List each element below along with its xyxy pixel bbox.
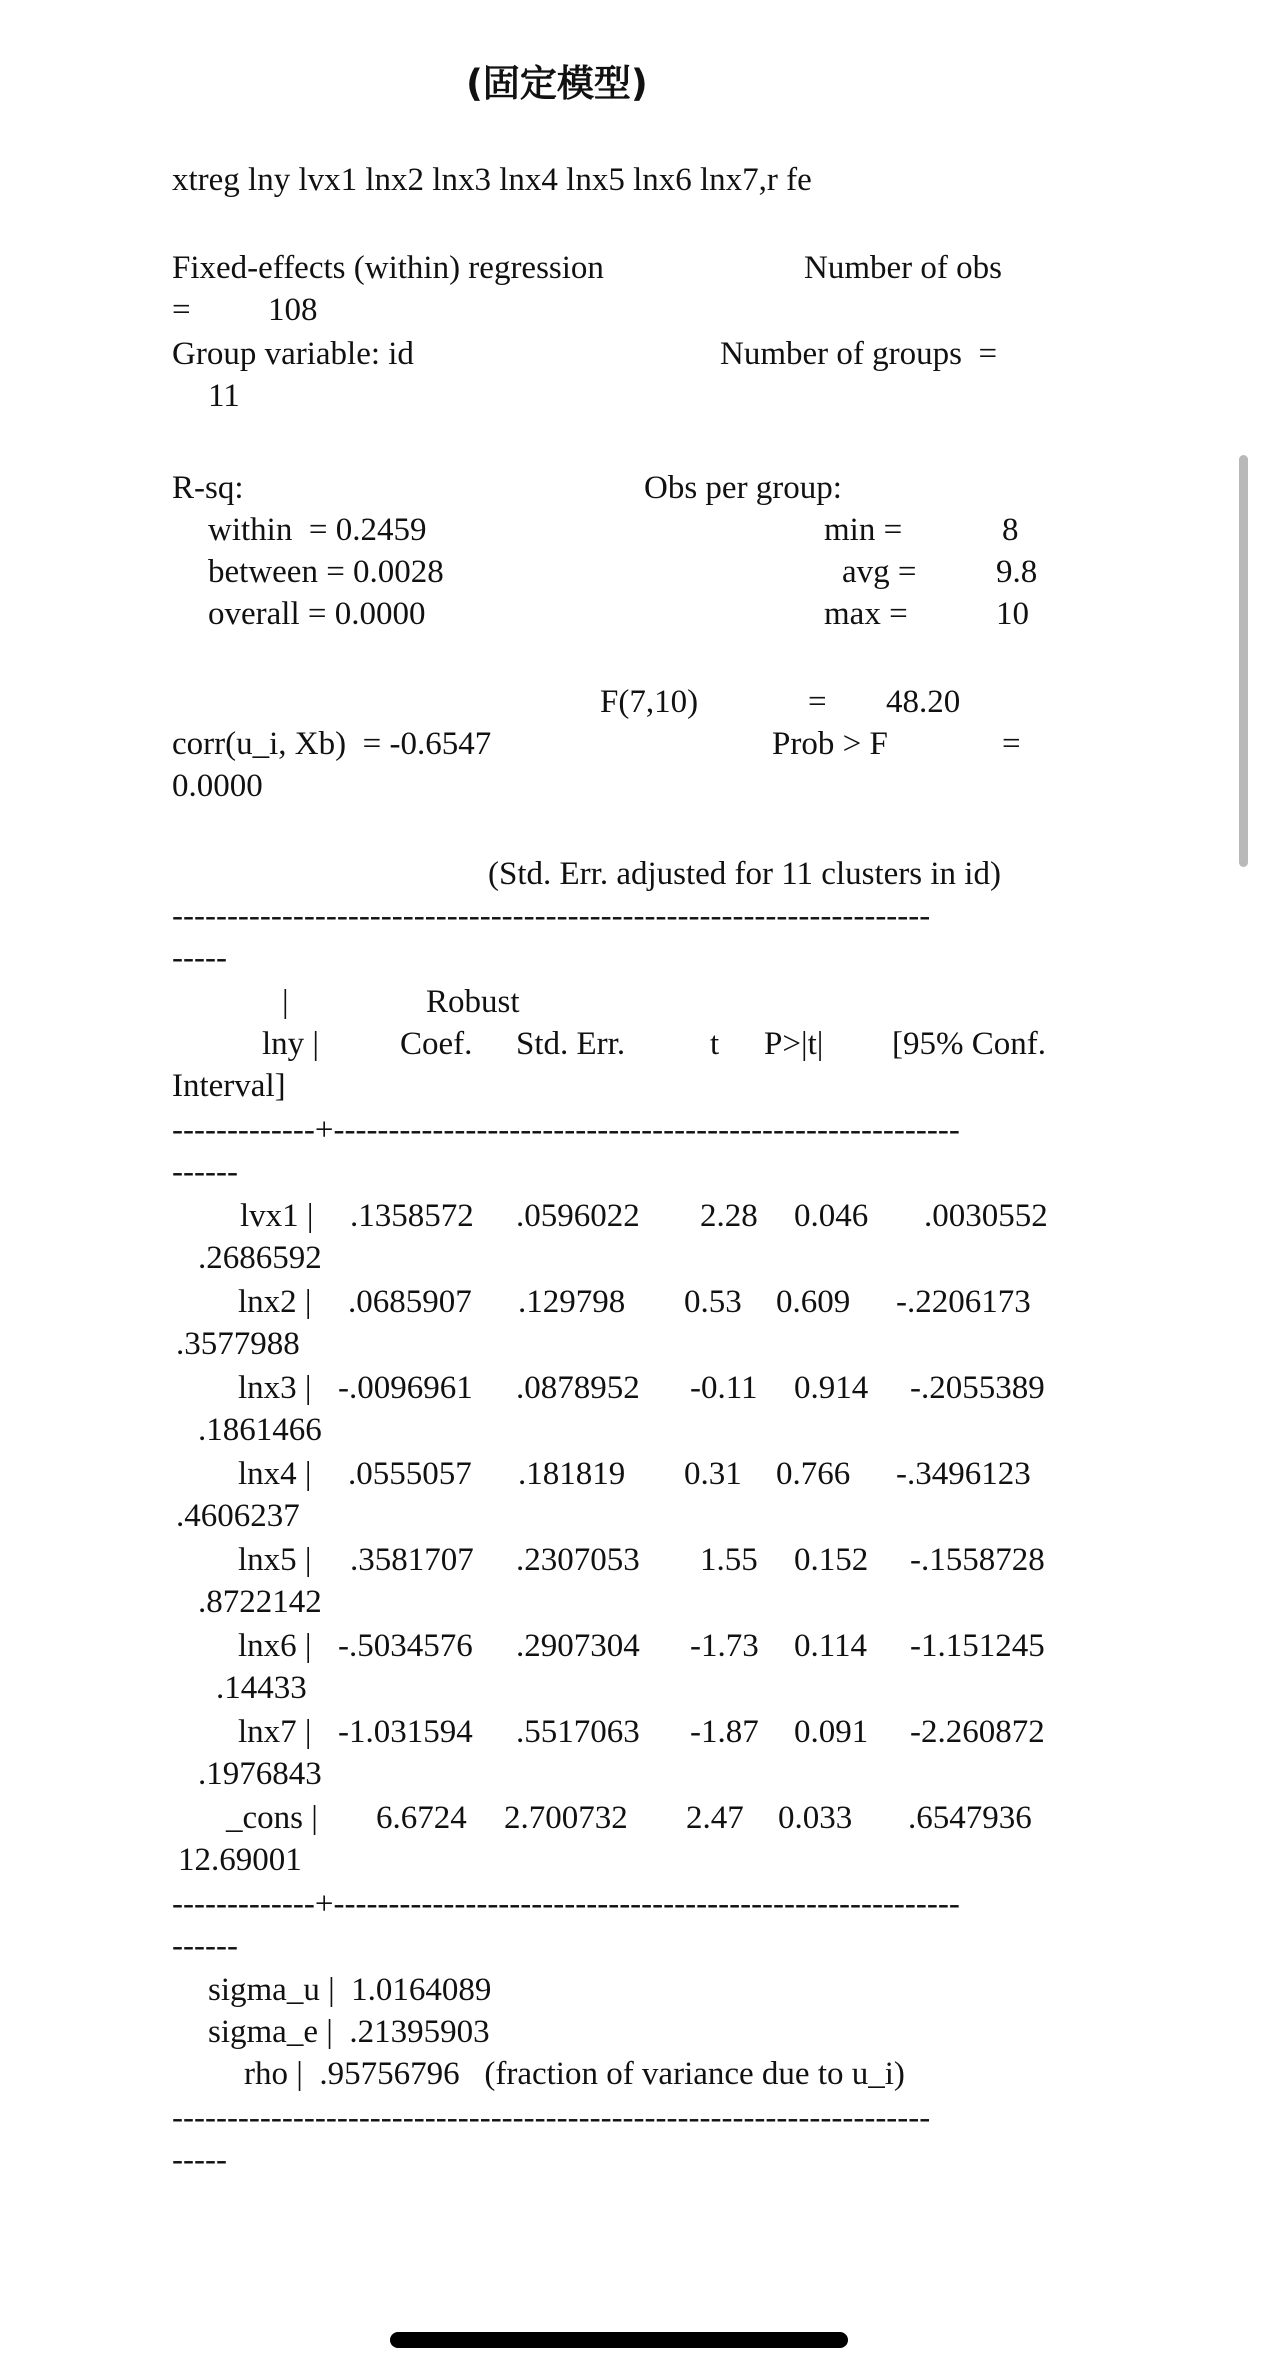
rsq-between: between = 0.0028 [208, 554, 444, 590]
header-coef: Coef. [400, 1026, 473, 1062]
group-variable: Group variable: id [172, 336, 414, 372]
row-se: .129798 [518, 1284, 626, 1320]
row-p: 0.046 [794, 1198, 869, 1234]
row-se: 2.700732 [504, 1800, 628, 1836]
max-label: max = [824, 596, 908, 632]
row-t: 0.31 [684, 1456, 742, 1492]
prob-f-label: Prob > F [772, 726, 888, 762]
header-depvar: lny | [262, 1026, 320, 1062]
f-stat-equals: = [808, 684, 827, 720]
row-ci-low: -.3496123 [896, 1456, 1031, 1492]
header-stderr: Std. Err. [516, 1026, 626, 1062]
row-t: -0.11 [690, 1370, 758, 1406]
row-ci-low: -1.151245 [910, 1628, 1045, 1664]
ngroups-value: 11 [208, 378, 240, 414]
prob-f-value: 0.0000 [172, 768, 263, 804]
obs-per-group-label: Obs per group: [644, 470, 842, 506]
divider-rule: --------------------------------------------------------------------- [172, 898, 931, 934]
corr-ui-xb: corr(u_i, Xb) = -0.6547 [172, 726, 492, 762]
header-bar: | [282, 984, 289, 1020]
row-p: 0.609 [776, 1284, 851, 1320]
row-coef: -1.031594 [338, 1714, 473, 1750]
row-ci-high: .3577988 [176, 1326, 300, 1362]
min-label: min = [824, 512, 903, 548]
row-var: lnx6 | [238, 1628, 312, 1664]
model-type: Fixed-effects (within) regression [172, 250, 604, 286]
avg-label: avg = [842, 554, 917, 590]
sigma-e: sigma_e | .21395903 [208, 2014, 490, 2050]
row-t: 1.55 [700, 1542, 758, 1578]
row-ci-low: -2.260872 [910, 1714, 1045, 1750]
header-p: P>|t| [764, 1026, 824, 1062]
row-ci-high: 12.69001 [178, 1842, 302, 1878]
rsq-overall: overall = 0.0000 [208, 596, 426, 632]
divider-cross-tail: ------ [172, 1154, 238, 1190]
row-t: -1.87 [690, 1714, 759, 1750]
row-t: 2.28 [700, 1198, 758, 1234]
avg-value: 9.8 [996, 554, 1038, 590]
row-p: 0.152 [794, 1542, 869, 1578]
rsq-within: within = 0.2459 [208, 512, 427, 548]
ngroups-label: Number of groups = [720, 336, 998, 372]
row-se: .181819 [518, 1456, 626, 1492]
row-ci-high: .14433 [216, 1670, 307, 1706]
nobs-label: Number of obs [804, 250, 1002, 286]
row-var: lnx4 | [238, 1456, 312, 1492]
vertical-scrollbar[interactable] [1239, 455, 1248, 867]
row-coef: 6.6724 [376, 1800, 467, 1836]
row-coef: .0685907 [348, 1284, 472, 1320]
row-t: 0.53 [684, 1284, 742, 1320]
row-ci-high: .1861466 [198, 1412, 322, 1448]
row-var: lvx1 | [240, 1198, 314, 1234]
divider-rule-tail: ----- [172, 940, 227, 976]
header-ci: [95% Conf. [892, 1026, 1046, 1062]
divider-cross: -------------+--------------------------------------------------------- [172, 1886, 960, 1922]
row-coef: .1358572 [350, 1198, 474, 1234]
row-ci-high: .4606237 [176, 1498, 300, 1534]
stata-command: xtreg lny lvx1 lnx2 lnx3 lnx4 lnx5 lnx6 lnx7,r fe [172, 162, 812, 198]
f-stat-value: 48.20 [886, 684, 961, 720]
row-se: .2307053 [516, 1542, 640, 1578]
row-t: -1.73 [690, 1628, 759, 1664]
row-p: 0.114 [794, 1628, 868, 1664]
divider-rule-tail: ----- [172, 2142, 227, 2178]
row-ci-low: -.2055389 [910, 1370, 1045, 1406]
sigma-u: sigma_u | 1.0164089 [208, 1972, 492, 2008]
row-var: _cons | [226, 1800, 318, 1836]
row-var: lnx7 | [238, 1714, 312, 1750]
max-value: 10 [996, 596, 1029, 632]
row-t: 2.47 [686, 1800, 744, 1836]
row-ci-high: .2686592 [198, 1240, 322, 1276]
row-ci-low: -.1558728 [910, 1542, 1045, 1578]
home-indicator[interactable] [390, 2332, 848, 2348]
row-se: .0878952 [516, 1370, 640, 1406]
prob-f-equals: = [1002, 726, 1021, 762]
header-robust: Robust [426, 984, 520, 1020]
row-p: 0.766 [776, 1456, 851, 1492]
page-title: (固定模型) [466, 62, 648, 105]
row-coef: -.5034576 [338, 1628, 473, 1664]
row-ci-low: .6547936 [908, 1800, 1032, 1836]
stderr-note: (Std. Err. adjusted for 11 clusters in id) [488, 856, 1001, 892]
divider-cross-tail: ------ [172, 1928, 238, 1964]
row-p: 0.091 [794, 1714, 869, 1750]
divider-cross: -------------+--------------------------------------------------------- [172, 1112, 960, 1148]
divider-rule: --------------------------------------------------------------------- [172, 2100, 931, 2136]
rsq-label: R-sq: [172, 470, 244, 506]
rho: rho | .95756796 (fraction of variance due to u_i) [244, 2056, 905, 2092]
row-var: lnx2 | [238, 1284, 312, 1320]
row-coef: .0555057 [348, 1456, 472, 1492]
row-var: lnx5 | [238, 1542, 312, 1578]
header-interval: Interval] [172, 1068, 286, 1104]
row-coef: .3581707 [350, 1542, 474, 1578]
nobs-value: 108 [268, 292, 318, 328]
header-t: t [710, 1026, 720, 1062]
nobs-equals: = [172, 292, 191, 328]
row-ci-high: .1976843 [198, 1756, 322, 1792]
row-ci-high: .8722142 [198, 1584, 322, 1620]
row-se: .2907304 [516, 1628, 640, 1664]
row-var: lnx3 | [238, 1370, 312, 1406]
row-p: 0.914 [794, 1370, 869, 1406]
row-se: .0596022 [516, 1198, 640, 1234]
row-ci-low: .0030552 [924, 1198, 1048, 1234]
row-coef: -.0096961 [338, 1370, 473, 1406]
f-stat-label: F(7,10) [600, 684, 699, 720]
min-value: 8 [1002, 512, 1019, 548]
row-p: 0.033 [778, 1800, 853, 1836]
row-ci-low: -.2206173 [896, 1284, 1031, 1320]
row-se: .5517063 [516, 1714, 640, 1750]
